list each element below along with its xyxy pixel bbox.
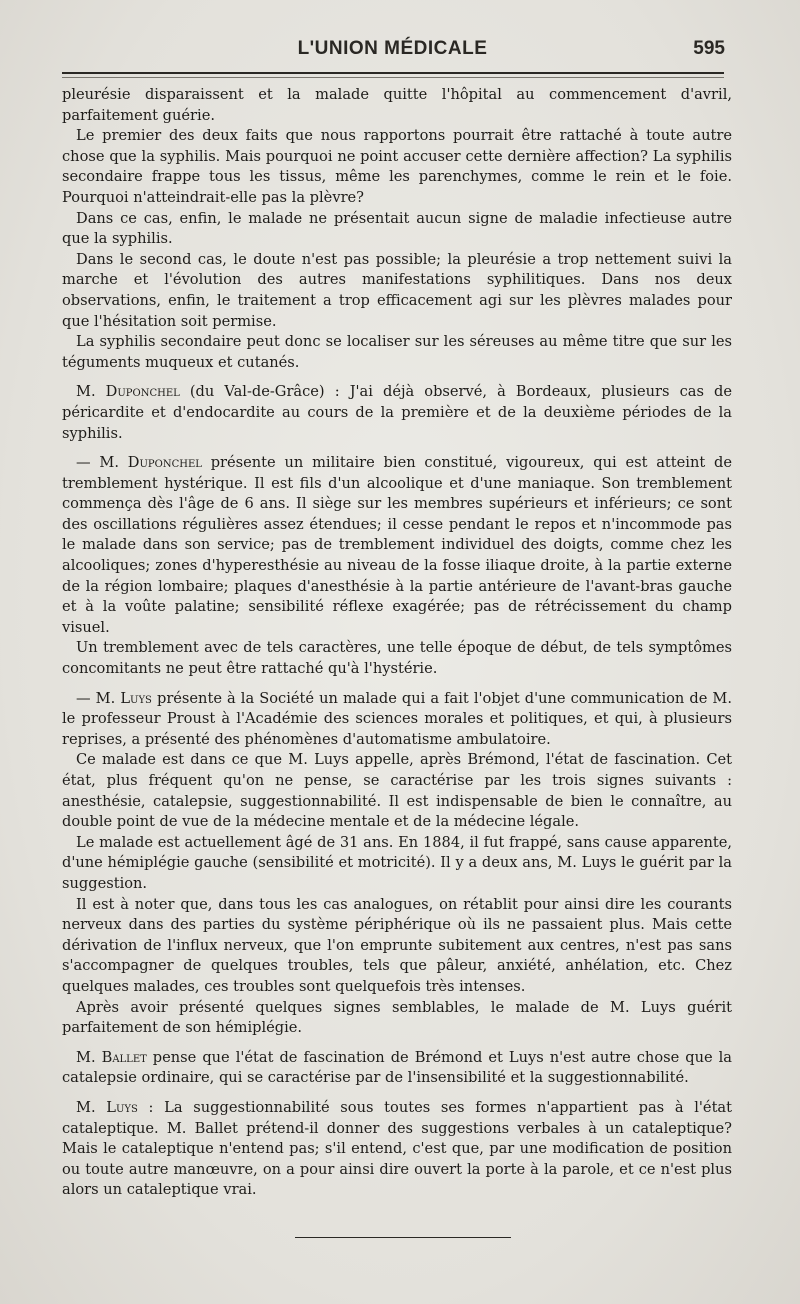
- paragraph-text: Dans le second cas, le doute n'est pas possible; la pleurésie a trop nettement suivi la marche et l'évolution des autres manifestations syphilitiques. Dans nos deux observations, enfin, le traitement a trop efficacement agi sur les plèvres malades pour que l'hésitation soit permise.: [62, 250, 732, 330]
- header-rule: [62, 72, 724, 74]
- journal-title: L'UNION MÉDICALE: [297, 38, 488, 59]
- speaker-name: M. Duponchel: [76, 383, 180, 401]
- paragraph-text: Ce malade est dans ce que M. Luys appelle, après Brémond, l'état de fascination. Cet état, plus fréquent qu'on ne pense, se caractérise par les trois signes suivants : anesthésie, catalepsie, suggestionnabilité. Il est indispensable de bien le connaître, au double point de vue de la médecine mentale et de la médecine légale.: [62, 751, 732, 831]
- paragraph: [62, 1098, 732, 1201]
- header-rule-thin: [62, 77, 724, 78]
- paragraph: [62, 126, 732, 208]
- paragraph: [62, 209, 732, 250]
- speaker-name: M. Luys: [95, 689, 152, 707]
- paragraph: [62, 332, 732, 373]
- paragraph: [62, 85, 732, 126]
- speaker-name: M. Luys: [76, 1098, 138, 1116]
- end-rule: [295, 1237, 511, 1238]
- paragraph: [62, 895, 732, 998]
- paragraph: [62, 382, 732, 444]
- paragraph-text: Le malade est actuellement âgé de 31 ans. En 1884, il fut frappé, sans cause apparente, d'une hémiplégie gauche (sensibilité et motricité). Il y a deux ans, M. Luys le guérit par la suggestion.: [62, 833, 732, 892]
- paragraph: [62, 250, 732, 332]
- paragraph-text: Après avoir présenté quelques signes semblables, le malade de M. Luys guérit parfaitement de son hémiplégie.: [62, 998, 732, 1037]
- paragraph: [62, 638, 732, 679]
- paragraph-text: Il est à noter que, dans tous les cas analogues, on rétablit pour ainsi dire les courants nerveux dans des parties du système périphérique où ils ne passaient plus. Mais cette dérivation de l'influx nerveux, que l'on emprunte subitement aux centres, n'est pas sans s'accompagner de quelques troubles, tels que pâleur, anxiété, anhélation, etc. Chez quelques malades, ces troubles sont quelquefois très intenses.: [62, 895, 732, 995]
- article-body: [62, 85, 732, 1201]
- paragraph-text: Le premier des deux faits que nous rapportons pourrait être rattaché à toute autre chose que la syphilis. Mais pourquoi ne point accuser cette dernière affection? La syphilis secondaire frappe tous les tissus, même les parenchymes, comme le rein et le foie. Pourquoi n'atteindrait-elle pas la plèvre?: [62, 127, 732, 206]
- paragraph-text: Un tremblement avec de tels caractères, une telle époque de début, de tels symptômes concomitants ne peut être rattaché qu'à l'hystérie.: [62, 639, 732, 678]
- paragraph: [62, 1048, 732, 1089]
- dash-prefix: —: [76, 689, 96, 707]
- dash-prefix: —: [76, 454, 100, 472]
- speaker-name: M. Duponchel: [99, 454, 202, 472]
- paragraph-text: présente un militaire bien constitué, vigoureux, qui est atteint de tremblement hystérique. Il est fils d'un alcoolique et d'une maniaque. Son tremblement commença dès l'âge de 6 ans. Il siège sur les membres supérieurs et inférieurs; ce sont des oscillations régulières assez étendues; il cesse pendant le repos et n'incommode pas le malade dans son service; pas de tremblement individuel des doigts, comme chez les alcooliques; zones d'hyperesthésie au niveau de la fosse iliaque droite, à la partie externe de la région lombaire; plaques d'anesthésie à la partie antérieure de l'avant-bras gauche et à la voûte palatine; sensibilité réflexe exagérée; pas de rétrécissement du champ visuel.: [62, 454, 733, 636]
- paragraph: [62, 998, 732, 1039]
- running-header: [60, 38, 725, 64]
- page-number: 595: [693, 38, 725, 59]
- paragraph: [62, 453, 732, 638]
- paragraph-text: pense que l'état de fascination de Brémond et Luys n'est autre chose que la catalepsie ordinaire, qui se caractérise par de l'insensibilité et la suggestionnabilité.: [62, 1048, 733, 1087]
- paragraph-text: Dans ce cas, enfin, le malade ne présentait aucun signe de maladie infectieuse autre que la syphilis.: [62, 209, 732, 248]
- paragraph: [62, 833, 732, 895]
- paragraph-text: présente à la Société un malade qui a fait l'objet d'une communication de M. le professeur Proust à l'Académie des sciences morales et politiques, et qui, à plusieurs reprises, a présenté des phénomènes d'automatisme ambulatoire.: [62, 689, 733, 748]
- paragraph-text: : La suggestionnabilité sous toutes ses formes n'appartient pas à l'état cataleptique. M. Ballet prétend-il donner des suggestions verbales à un cataleptique? Mais le cataleptique n'entend pas; s'il entend, c'est que, par une modification de position ou toute autre manœuvre, on a pour ainsi dire ouvert la porte à la parole, et ce n'est plus alors un cataleptique vrai.: [62, 1098, 733, 1199]
- paragraph-text: pleurésie disparaissent et la malade quitte l'hôpital au commencement d'avril, parfaitement guérie.: [62, 86, 732, 124]
- paragraph-text: La syphilis secondaire peut donc se localiser sur les séreuses au même titre que sur les téguments muqueux et cutanés.: [62, 333, 732, 371]
- speaker-name: M. Ballet: [76, 1048, 147, 1066]
- paragraph: [62, 689, 732, 751]
- paragraph: [62, 750, 732, 832]
- paragraph-text: (du Val-de-Grâce) : J'ai déjà observé, à Bordeaux, plusieurs cas de péricardite et d'endocardite au cours de la première et de la deuxième périodes de la syphilis.: [62, 383, 732, 442]
